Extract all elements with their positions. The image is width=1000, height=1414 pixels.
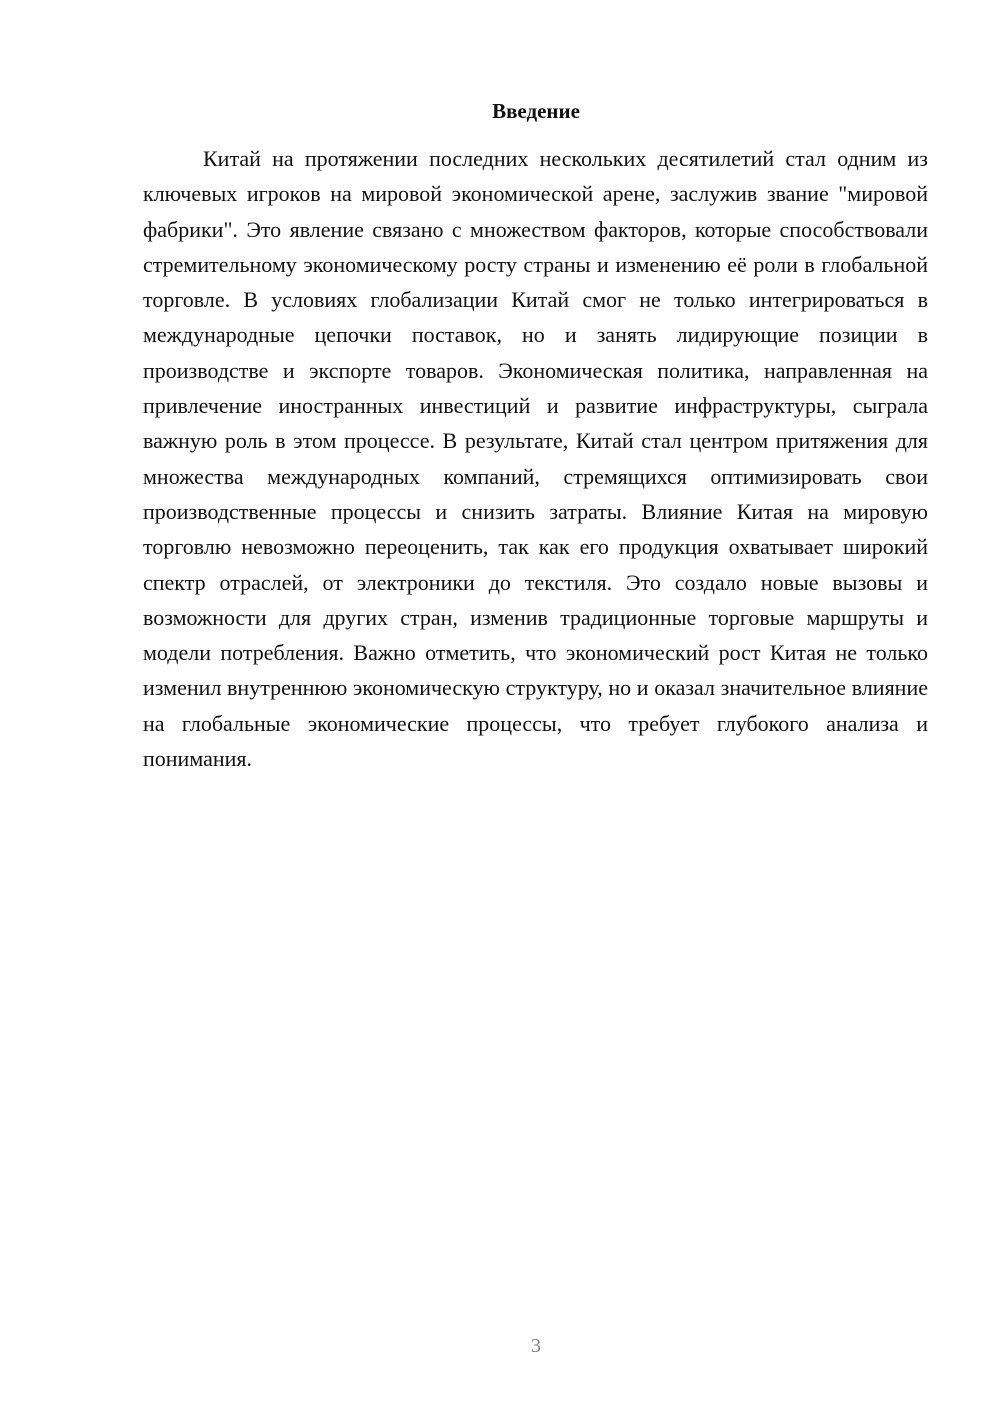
body-paragraph: Китай на протяжении последних нескольких десятилетий стал одним из ключевых игроков на мировой экономической арене, заслужив звание "мировой фабрики". Это явление связано с множеством факторов, которые способствовали стремительному экономическому росту страны и изменению её роли в глобальной торговле. В условиях глобализации Китай смог не только интегрироваться в международные цепочки поставок, но и занять лидирующие позиции в производстве и экспорте товаров. Экономическая политика, направленная на привлечение иностранных инвестиций и развитие инфраструктуры, сыграла важную роль в этом процессе. В результате, Китай стал центром притяжения для множества международных компаний, стремящихся оптимизировать свои производственные процессы и снизить затраты. Влияние Китая на мировую торговлю невозможно переоценить, так как его продукция охватывает широкий спектр отраслей, от электроники до текстиля. Это создало новые вызовы и возможности для других стран, изменив традиционные торговые маршруты и модели потребления. Важно отметить, что экономический рост Китая не только изменил внутреннюю экономическую структуру, но и оказал значительное влияние на глобальные экономические процессы, что требует глубокого анализа и понимания. xyxy=(143,146,928,772)
page-number: 3 xyxy=(531,1335,541,1357)
section-heading: Введение xyxy=(492,99,580,123)
